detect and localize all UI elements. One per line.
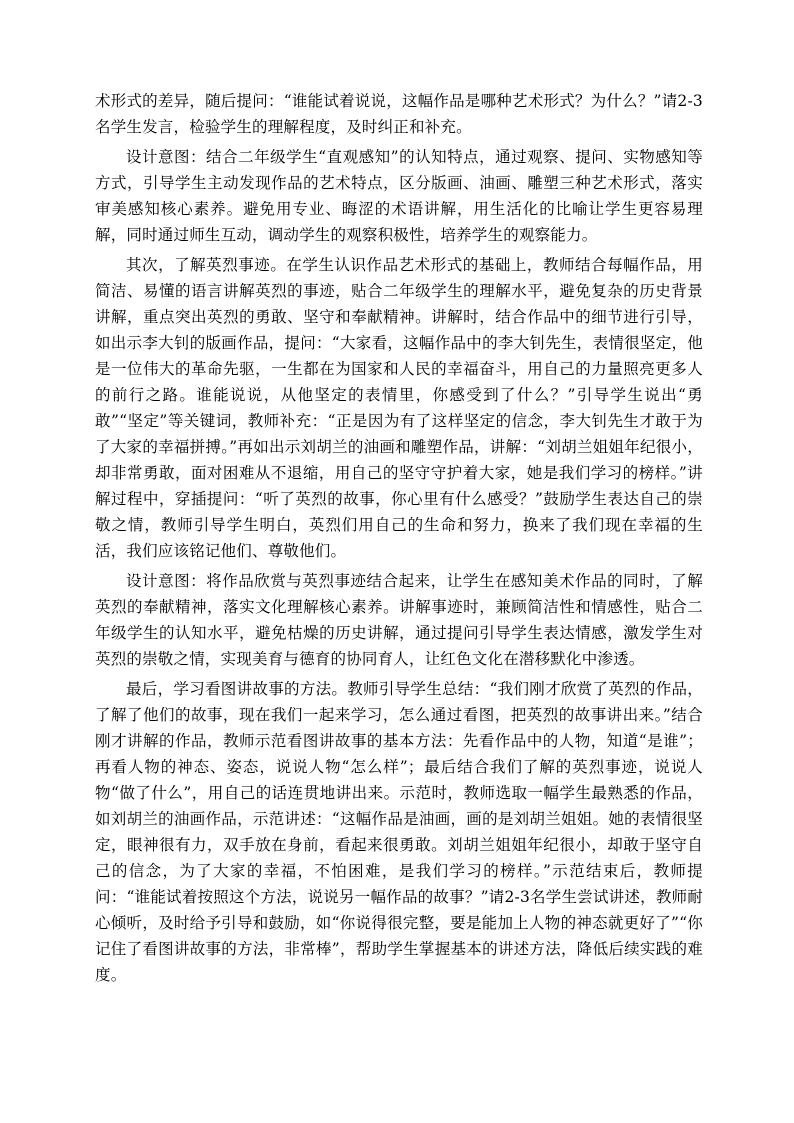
paragraph-design-intent-1: 设计意图：结合二年级学生“直观感知”的认知特点，通过观察、提问、实物感知等方式，引导学生主动发现作品的艺术特点，区分版画、油画、雕塑三种艺术形式，落实审美感知核心素养。避免用专业、晦涩的术语讲解，用生活化的比喻让学生更容易理解，同时通过师生互动，调动学生的观察积极性，培养学生的观察能力。 [95, 148, 703, 244]
paragraph-hero-deeds: 其次，了解英烈事迹。在学生认识作品艺术形式的基础上，教师结合每幅作品，用简洁、易懂的语言讲解英烈的事迹，贴合二年级学生的理解水平，避免复杂的历史背景讲解，重点突出英烈的勇敢、坚守和奉献精神。讲解时，结合作品中的细节进行引导，如出示李大钊的版画作品，提问：“大家看，这幅作品中的李大钊先生，表情很坚定，他是一位伟大的革命先驱，一生都在为国家和人民的幸福奋斗，用自己的力量照亮更多人的前行之路。谁能说说，从他坚定的表情里，你感受到了什么？”引导学生说出“勇敢”“坚定”等关键词，教师补充：“正是因为有了这样坚定的信念，李大钊先生才敢于为了大家的幸福拼搏。”再如出示刘胡兰的油画和雕塑作品，讲解：“刘胡兰姐姐年纪很小，却非常勇敢，面对困难从不退缩，用自己的坚守守护着大家，她是我们学习的榜样。”讲解过程中，穿插提问：“听了英烈的故事，你心里有什么感受？”鼓励学生表达自己的崇敬之情，教师引导学生明白，英烈们用自己的生命和努力，换来了我们现在幸福的生活，我们应该铭记他们、尊敬他们。 [95, 256, 703, 560]
paragraph-continuation: 术形式的差异，随后提问：“谁能试着说说，这幅作品是哪种艺术形式？为什么？”请2-3名学生发言，检验学生的理解程度，及时纠正和补充。 [95, 92, 703, 136]
paragraph-design-intent-2: 设计意图：将作品欣赏与英烈事迹结合起来，让学生在感知美术作品的同时，了解英烈的奉献精神，落实文化理解核心素养。讲解事迹时，兼顾简洁性和情感性，贴合二年级学生的认知水平，避免枯燥的历史讲解，通过提问引导学生表达情感，激发学生对英烈的崇敬之情，实现美育与德育的协同育人，让红色文化在潜移默化中渗透。 [95, 572, 703, 668]
document-page [95, 88, 703, 992]
paragraph-storytelling: 最后，学习看图讲故事的方法。教师引导学生总结：“我们刚才欣赏了英烈的作品，了解了他们的故事，现在我们一起来学习，怎么通过看图，把英烈的故事讲出来。”结合刚才讲解的作品，教师示范看图讲故事的基本方法：先看作品中的人物，知道“是谁”；再看人物的神态、姿态，说说人物“怎么样”；最后结合我们了解的英烈事迹，说说人物“做了什么”，用自己的话连贯地讲出来。示范时，教师选取一幅学生最熟悉的作品，如刘胡兰的油画作品，示范讲述：“这幅作品是油画，画的是刘胡兰姐姐。她的表情很坚定，眼神很有力，双手放在身前，看起来很勇敢。刘胡兰姐姐年纪很小，却敢于坚守自己的信念，为了大家的幸福，不怕困难，是我们学习的榜样。”示范结束后，教师提问：“谁能试着按照这个方法，说说另一幅作品的故事？”请2-3名学生尝试讲述，教师耐心倾听，及时给予引导和鼓励，如“你说得很完整，要是能加上人物的神态就更好了”“你记住了看图讲故事的方法，非常棒”，帮助学生掌握基本的讲述方法，降低后续实践的难度。 [95, 680, 703, 984]
